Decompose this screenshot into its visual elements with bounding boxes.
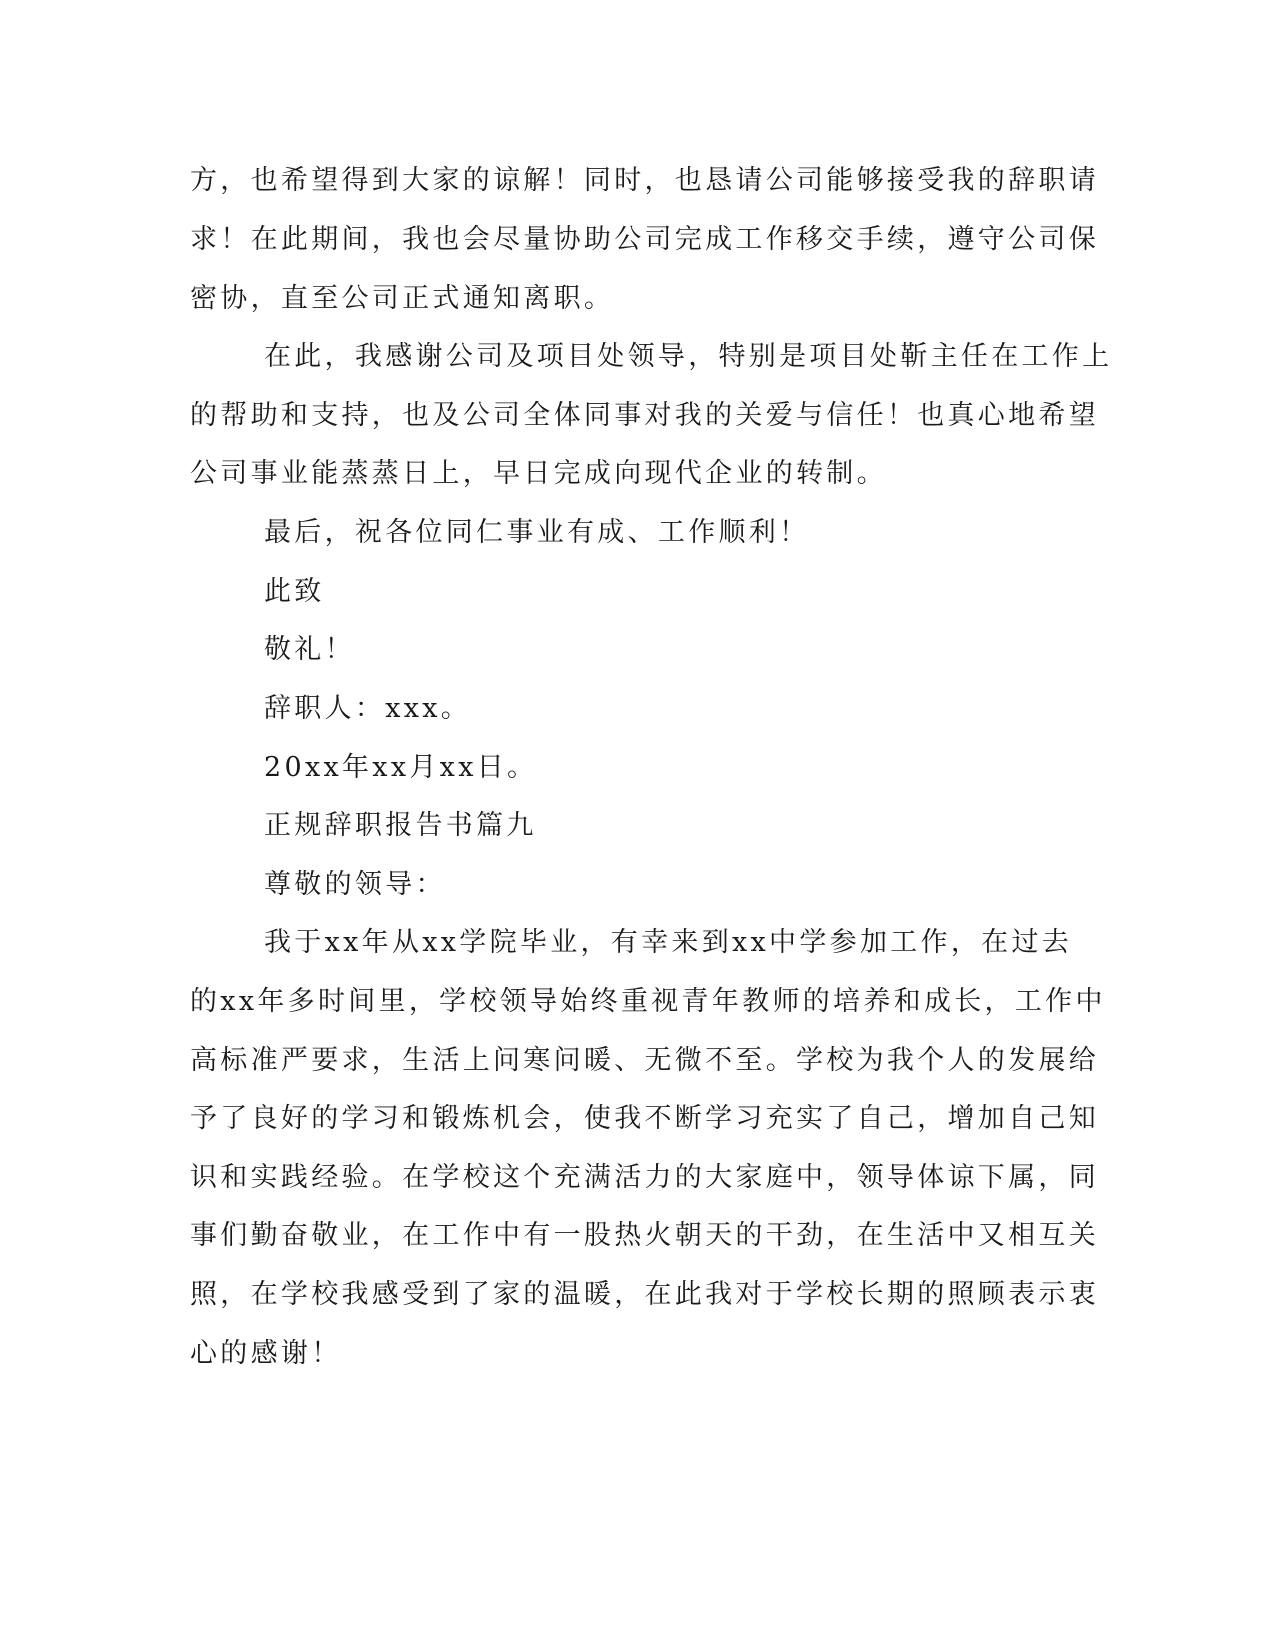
body-line: 识和实践经验。在学校这个充满活力的大家庭中，领导体谅下属，同 <box>190 1162 1099 1193</box>
greeting-line: 尊敬的领导： <box>264 869 446 900</box>
body-line: 求！在此期间，我也会尽量协助公司完成工作移交手续，遵守公司保 <box>190 224 1099 255</box>
body-line: 照，在学校我感受到了家的温暖，在此我对于学校长期的照顾表示衷 <box>190 1279 1099 1310</box>
body-line: 的帮助和支持，也及公司全体同事对我的关爱与信任！也真心地希望 <box>190 400 1099 431</box>
body-line: 予了良好的学习和锻炼机会，使我不断学习充实了自己，增加自己知 <box>190 1103 1099 1134</box>
body-line: 我于xx年从xx学院毕业，有幸来到xx中学参加工作，在过去 <box>264 927 1073 958</box>
date-line: 20xx年xx月xx日。 <box>264 752 538 783</box>
body-line: 事们勤奋敬业，在工作中有一股热火朝天的干劲，在生活中又相互关 <box>190 1220 1099 1251</box>
salutation-line: 敬礼！ <box>264 634 355 665</box>
salutation-line: 此致 <box>264 576 325 607</box>
body-line: 最后，祝各位同仁事业有成、工作顺利！ <box>264 517 810 548</box>
body-line: 心的感谢！ <box>190 1338 342 1369</box>
body-line: 高标准严要求，生活上问寒问暖、无微不至。学校为我个人的发展给 <box>190 1045 1099 1076</box>
body-line: 密协，直至公司正式通知离职。 <box>190 283 615 314</box>
body-line: 方，也希望得到大家的谅解！同时，也恳请公司能够接受我的辞职请 <box>190 165 1099 196</box>
body-line: 公司事业能蒸蒸日上，早日完成向现代企业的转制。 <box>190 458 887 489</box>
body-line: 在此，我感谢公司及项目处领导，特别是项目处靳主任在工作上 <box>264 341 1113 372</box>
signature-line: 辞职人：xxx。 <box>264 693 472 724</box>
section-title: 正规辞职报告书篇九 <box>264 810 537 841</box>
body-line: 的xx年多时间里，学校领导始终重视青年教师的培养和成长，工作中 <box>190 986 1106 1017</box>
